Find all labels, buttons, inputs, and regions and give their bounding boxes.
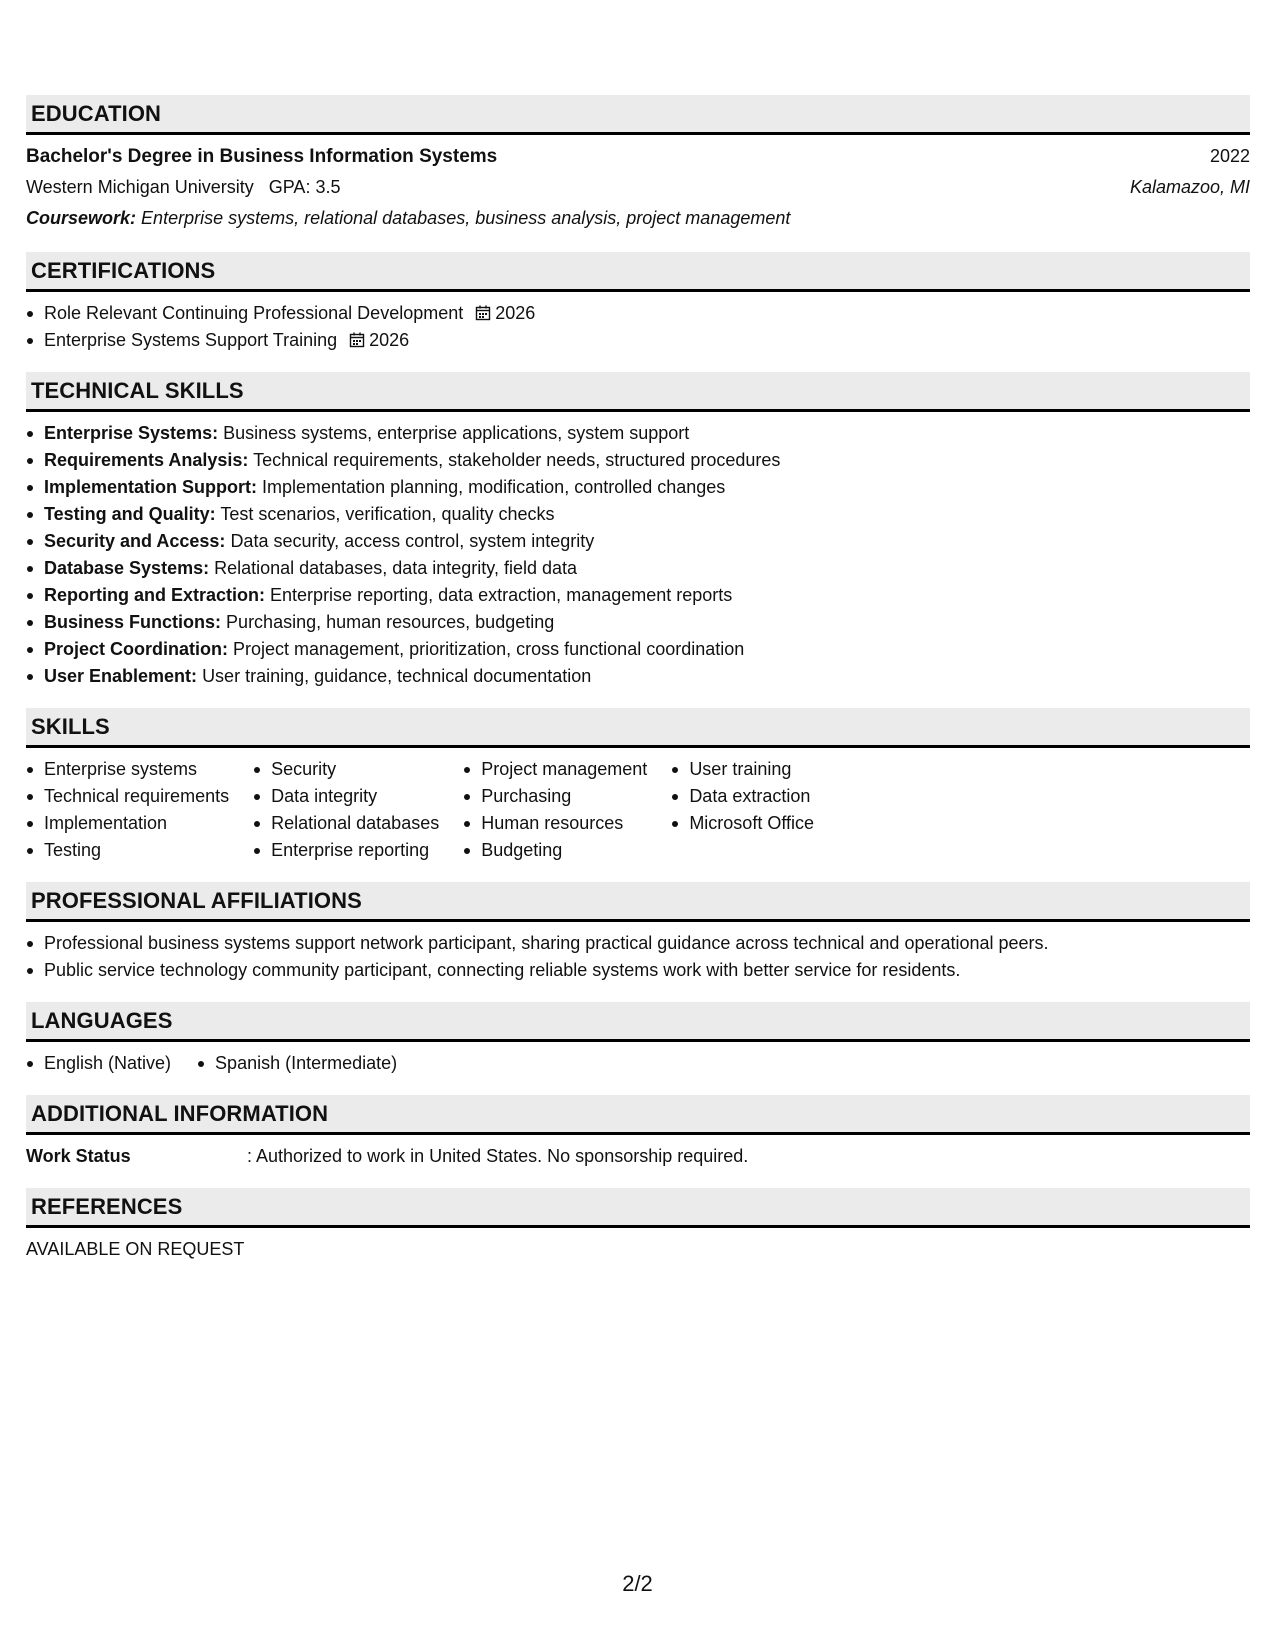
section-heading: LANGUAGES [26,1002,1250,1042]
list-item: Testing [44,837,229,864]
skill-text: Test scenarios, verification, quality checks [220,504,555,524]
list-item: Professional business systems support network participant, sharing practical guidance across technical and operational peers. [44,930,1250,957]
section-heading: SKILLS [26,708,1250,748]
list-item [44,636,1250,663]
work-status-label: Work Status [26,1146,131,1166]
skill-label: Requirements Analysis: [44,450,249,470]
list-item: Spanish (Intermediate) [215,1050,397,1077]
list-item [44,447,1250,474]
list-item: English (Native) [44,1050,171,1077]
coursework [26,203,790,234]
section-heading: EDUCATION [26,95,1250,135]
certification-year: 2026 [495,303,536,323]
work-status-row [26,1143,1250,1170]
school-name: Western Michigan University [26,177,254,197]
list-item: Purchasing [481,783,647,810]
list-item: Budgeting [481,837,647,864]
graduation-year: 2022 [1209,146,1250,166]
skill-text: Data security, access control, system integrity [230,531,595,551]
list-item [44,501,1250,528]
list-item [44,474,1250,501]
list-item: Enterprise reporting [271,837,439,864]
section-heading: TECHNICAL SKILLS [26,372,1250,412]
education-section [26,95,1250,234]
references-section [26,1188,1250,1263]
skill-text: Relational databases, data integrity, field data [214,558,578,578]
section-heading: ADDITIONAL INFORMATION [26,1095,1250,1135]
degree-title: Bachelor's Degree in Business Information Systems [26,146,498,167]
skill-text: Enterprise reporting, data extraction, management reports [270,585,733,605]
calendar-icon [349,332,365,348]
skills-column [671,756,814,864]
list-item: Data extraction [689,783,814,810]
list-item: Security [271,756,439,783]
skills-column [26,756,229,864]
skill-text: Implementation planning, modification, controlled changes [262,477,726,497]
skills-section [26,708,1250,864]
calendar-icon [475,305,491,321]
skill-text: User training, guidance, technical documentation [202,666,592,686]
certification-year: 2026 [369,330,410,350]
section-heading: PROFESSIONAL AFFILIATIONS [26,882,1250,922]
coursework-label: Coursework: [26,208,137,228]
skill-label: Business Functions: [44,612,222,632]
list-item [44,300,1250,327]
gpa: GPA: 3.5 [268,177,341,197]
list-item [44,420,1250,447]
list-item: Data integrity [271,783,439,810]
skills-column [253,756,439,864]
skill-label: Reporting and Extraction: [44,585,266,605]
skill-label: Database Systems: [44,558,210,578]
skill-label: Testing and Quality: [44,504,216,524]
list-item: Implementation [44,810,229,837]
list-item: Enterprise systems [44,756,229,783]
skill-label: Security and Access: [44,531,226,551]
certification-name: Role Relevant Continuing Professional Development [44,303,464,323]
skill-label: Implementation Support: [44,477,257,497]
skill-label: User Enablement: [44,666,198,686]
skills-column [463,756,647,864]
list-item [44,582,1250,609]
work-status-value: : Authorized to work in United States. No sponsorship required. [247,1146,749,1166]
resume-page [26,95,1250,1281]
additional-info-section [26,1095,1250,1170]
certification-name: Enterprise Systems Support Training [44,330,338,350]
list-item [44,555,1250,582]
technical-skills-section [26,372,1250,690]
list-item: Relational databases [271,810,439,837]
coursework-text: Enterprise systems, relational databases, business analysis, project management [141,208,791,228]
list-item: Public service technology community participant, connecting reliable systems work with better service for residents. [44,957,1250,984]
school-line [26,172,340,203]
section-heading: REFERENCES [26,1188,1250,1228]
school-location: Kalamazoo, MI [1129,177,1250,197]
list-item: Project management [481,756,647,783]
list-item: Technical requirements [44,783,229,810]
list-item [44,327,1250,354]
skill-text: Purchasing, human resources, budgeting [226,612,555,632]
skill-text: Technical requirements, stakeholder needs, structured procedures [253,450,781,470]
affiliations-section [26,882,1250,984]
languages-section [26,1002,1250,1077]
references-text: AVAILABLE ON REQUEST [26,1239,245,1259]
page-number: 2/2 [622,1571,653,1596]
skill-text: Business systems, enterprise applications, system support [223,423,690,443]
certifications-section [26,252,1250,354]
skill-label: Enterprise Systems: [44,423,219,443]
list-item [44,528,1250,555]
section-heading: CERTIFICATIONS [26,252,1250,292]
list-item: Human resources [481,810,647,837]
list-item: Microsoft Office [689,810,814,837]
list-item [44,663,1250,690]
list-item [44,609,1250,636]
skill-label: Project Coordination: [44,639,228,659]
list-item: User training [689,756,814,783]
skill-text: Project management, prioritization, cross functional coordination [233,639,745,659]
